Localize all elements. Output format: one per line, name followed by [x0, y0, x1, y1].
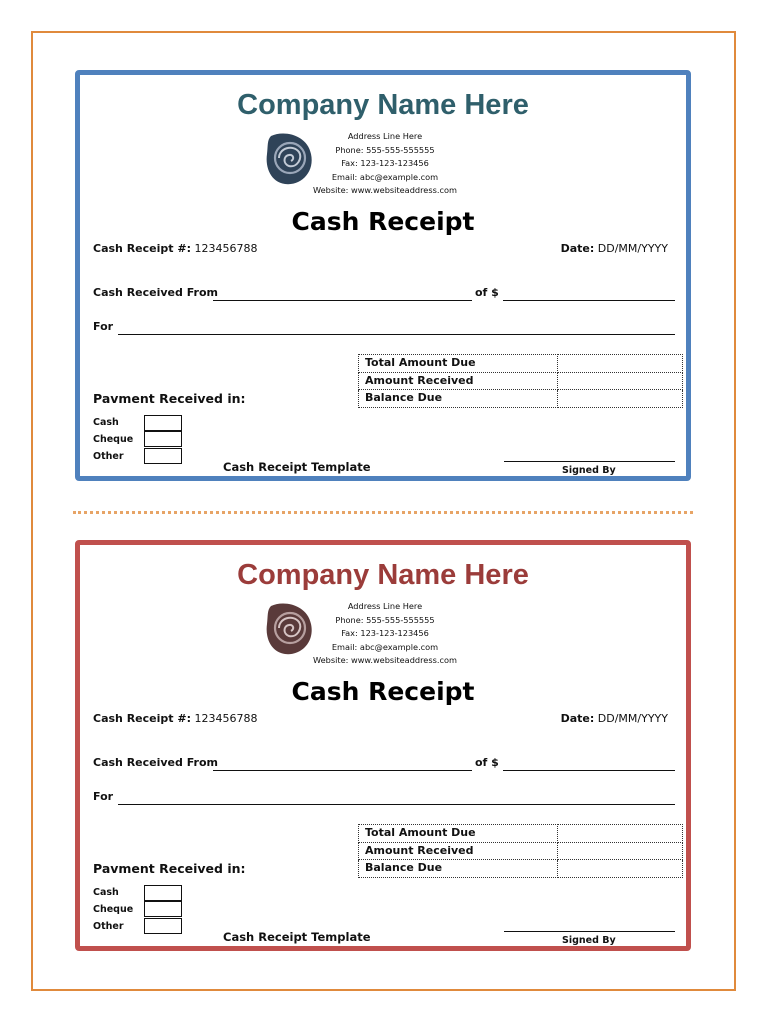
- website-line: Website: www.websiteaddress.com: [313, 185, 457, 196]
- received-from-field[interactable]: [213, 770, 472, 771]
- website-line: Website: www.websiteaddress.com: [313, 655, 457, 666]
- email-line: Email: abc@example.com: [331, 171, 439, 182]
- cheque-checkbox[interactable]: [144, 431, 182, 447]
- received-from-field[interactable]: [213, 300, 472, 301]
- received-from-label: Cash Received From: [93, 286, 218, 299]
- for-field[interactable]: [118, 804, 675, 805]
- receipt-date: [561, 712, 668, 725]
- table-label: Balance Due: [359, 860, 558, 878]
- amount-received-field[interactable]: [558, 842, 683, 860]
- date-label: Date:: [560, 242, 595, 255]
- date-value: DD/MM/YYYY: [597, 712, 668, 725]
- payment-option-cash-label: Cash: [93, 887, 119, 898]
- total-amount-due-field[interactable]: [558, 825, 683, 843]
- date-label: Date:: [560, 712, 595, 725]
- receipt-number-value: 123456788: [194, 712, 258, 725]
- table-label: Total Amount Due: [359, 825, 558, 843]
- phone-line: Phone: 555-555-555555: [335, 614, 435, 625]
- table-row: [359, 355, 683, 373]
- receipt-number: [93, 242, 257, 255]
- template-label: Cash Receipt Template: [223, 930, 371, 944]
- receipt-number-value: 123456788: [194, 242, 258, 255]
- for-label: For: [93, 790, 114, 803]
- fax-line: Fax: 123-123-123456: [341, 158, 429, 169]
- address-line: Address Line Here: [347, 601, 423, 611]
- table-label: Amount Received: [359, 842, 558, 860]
- payment-option-other-label: Other: [93, 451, 124, 462]
- date-value: DD/MM/YYYY: [597, 242, 668, 255]
- payment-option-cheque-label: Cheque: [93, 904, 134, 915]
- table-row: [359, 860, 683, 878]
- cheque-checkbox[interactable]: [144, 901, 182, 917]
- table-row: [359, 372, 683, 390]
- receipt-blue: [75, 70, 691, 481]
- receipt-red: [75, 540, 691, 951]
- receipt-title: Cash Receipt: [291, 207, 475, 236]
- payment-title: Pavment Received in:: [93, 861, 246, 876]
- cut-line-divider: [73, 511, 693, 514]
- table-row: [359, 842, 683, 860]
- payment-option-cheque-label: Cheque: [93, 434, 134, 445]
- signed-by-label: Signed By: [562, 465, 616, 476]
- receipt-date: [561, 242, 668, 255]
- total-amount-due-field[interactable]: [558, 355, 683, 373]
- of-amount-label: of $: [475, 286, 499, 299]
- table-label: Balance Due: [359, 390, 558, 408]
- amount-received-field[interactable]: [558, 372, 683, 390]
- receipt-number-label: Cash Receipt #:: [93, 242, 191, 255]
- phone-line: Phone: 555-555-555555: [335, 144, 435, 155]
- contact-block: [280, 600, 490, 668]
- company-name: Company Name Here: [237, 89, 529, 121]
- receipt-number: [93, 712, 257, 725]
- for-field[interactable]: [118, 334, 675, 335]
- address-line: Address Line Here: [347, 131, 423, 141]
- table-row: [359, 390, 683, 408]
- signature-field[interactable]: [504, 461, 675, 462]
- received-from-label: Cash Received From: [93, 756, 218, 769]
- company-name: Company Name Here: [237, 559, 529, 591]
- balance-due-field[interactable]: [558, 860, 683, 878]
- receipt-number-label: Cash Receipt #:: [93, 712, 191, 725]
- of-amount-field[interactable]: [503, 300, 675, 301]
- amount-table: [358, 824, 683, 878]
- table-label: Total Amount Due: [359, 355, 558, 373]
- contact-block: [280, 130, 490, 198]
- signature-field[interactable]: [504, 931, 675, 932]
- payment-option-cash-label: Cash: [93, 417, 119, 428]
- cash-checkbox[interactable]: [144, 415, 182, 431]
- payment-title: Pavment Received in:: [93, 391, 246, 406]
- other-checkbox[interactable]: [144, 918, 182, 934]
- amount-table: [358, 354, 683, 408]
- template-label: Cash Receipt Template: [223, 460, 371, 474]
- signed-by-label: Signed By: [562, 935, 616, 946]
- cash-checkbox[interactable]: [144, 885, 182, 901]
- table-label: Amount Received: [359, 372, 558, 390]
- payment-option-other-label: Other: [93, 921, 124, 932]
- balance-due-field[interactable]: [558, 390, 683, 408]
- for-label: For: [93, 320, 114, 333]
- table-row: [359, 825, 683, 843]
- fax-line: Fax: 123-123-123456: [341, 628, 429, 639]
- email-line: Email: abc@example.com: [331, 641, 439, 652]
- of-amount-field[interactable]: [503, 770, 675, 771]
- receipt-title: Cash Receipt: [291, 677, 475, 706]
- of-amount-label: of $: [475, 756, 499, 769]
- other-checkbox[interactable]: [144, 448, 182, 464]
